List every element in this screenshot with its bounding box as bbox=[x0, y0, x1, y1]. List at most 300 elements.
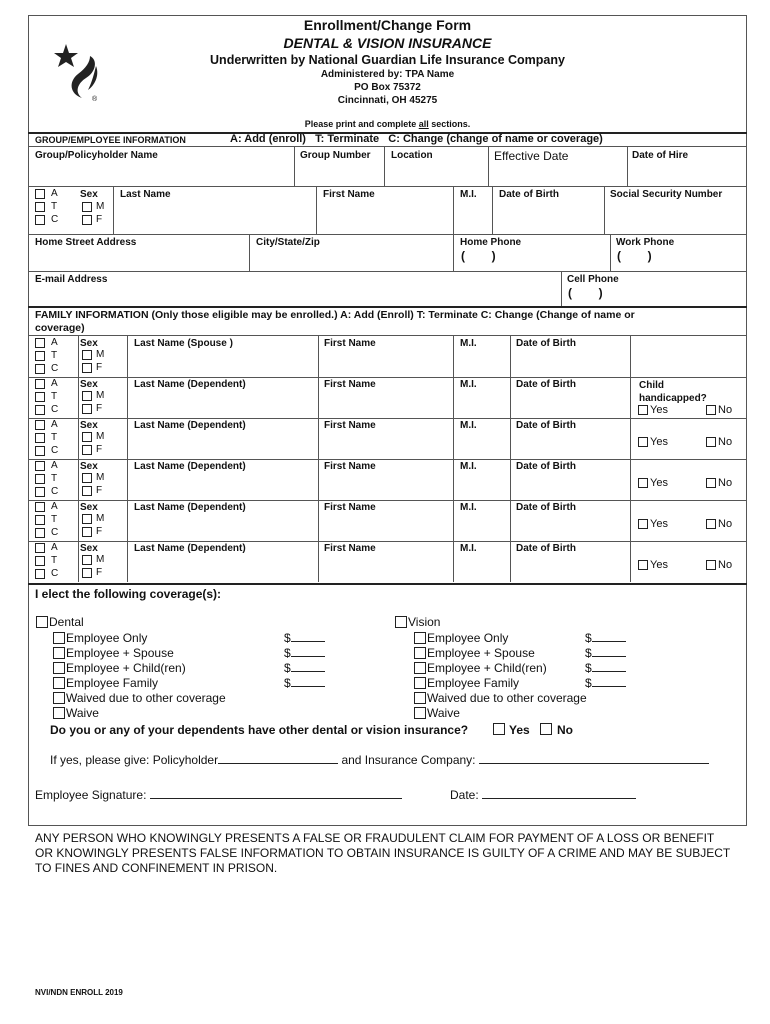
member-dob-label: Date of Birth bbox=[516, 502, 576, 513]
home-phone-field[interactable]: ( ) bbox=[461, 249, 496, 263]
family-section-heading: FAMILY INFORMATION (Only those eligible may be enrolled.) A: Add (Enroll) T: Terminate C: Change (Change of name or bbox=[35, 309, 635, 321]
member-female-label: F bbox=[96, 444, 103, 455]
divider bbox=[630, 459, 631, 500]
divider bbox=[28, 271, 747, 272]
divider bbox=[630, 500, 631, 541]
handicapped-no-label: No bbox=[718, 518, 733, 530]
member-mi-label: M.I. bbox=[460, 338, 477, 349]
employee-male-label: M bbox=[96, 201, 105, 212]
vision-option-label: Waived due to other coverage bbox=[427, 691, 587, 705]
vision-option-label: Employee Family bbox=[427, 676, 520, 690]
divider bbox=[28, 500, 747, 501]
divider bbox=[127, 500, 128, 541]
dental-option-checkbox[interactable] bbox=[53, 632, 65, 644]
signature-line: Employee Signature: bbox=[35, 788, 402, 802]
handicapped-no-label: No bbox=[718, 436, 733, 448]
member-terminate-label: T bbox=[51, 514, 58, 525]
member-terminate-checkbox[interactable] bbox=[35, 556, 45, 566]
member-sex-label: Sex bbox=[80, 461, 98, 472]
effective-date-field[interactable] bbox=[490, 164, 625, 184]
vision-option-checkbox[interactable] bbox=[414, 707, 426, 719]
date-of-hire-field[interactable] bbox=[629, 162, 745, 184]
handicapped-yes-label: Yes bbox=[650, 436, 668, 448]
policyholder-prompt: If yes, please give: Policyholder and Insurance Company: bbox=[50, 753, 709, 767]
divider bbox=[453, 186, 454, 234]
divider bbox=[28, 377, 747, 378]
member-change-checkbox[interactable] bbox=[35, 364, 45, 374]
member-female-checkbox[interactable] bbox=[82, 363, 92, 373]
member-first-name-field[interactable] bbox=[320, 392, 451, 416]
member-change-label: C bbox=[51, 486, 59, 497]
city-state-zip-label: City/State/Zip bbox=[256, 237, 320, 248]
vision-option-checkbox[interactable] bbox=[414, 677, 426, 689]
divider bbox=[127, 541, 128, 582]
member-first-name-label: First Name bbox=[324, 461, 376, 472]
member-terminate-checkbox[interactable] bbox=[35, 515, 45, 525]
member-change-checkbox[interactable] bbox=[35, 528, 45, 538]
divider bbox=[627, 146, 628, 186]
employee-sex-label: Sex bbox=[80, 189, 98, 200]
work-phone-field[interactable]: ( ) bbox=[617, 249, 652, 263]
divider bbox=[113, 186, 114, 234]
employee-dob-label: Date of Birth bbox=[499, 189, 559, 200]
member-male-checkbox[interactable] bbox=[82, 350, 92, 360]
member-add-checkbox[interactable] bbox=[35, 461, 45, 471]
divider bbox=[127, 377, 128, 418]
divider bbox=[78, 377, 79, 418]
employee-mi-label: M.I. bbox=[460, 189, 477, 200]
handicapped-yes-checkbox[interactable] bbox=[638, 478, 648, 488]
member-last-name-field[interactable] bbox=[130, 556, 316, 580]
member-male-label: M bbox=[96, 349, 105, 360]
vision-option-checkbox[interactable] bbox=[414, 692, 426, 704]
member-mi-label: M.I. bbox=[460, 502, 477, 513]
member-first-name-field[interactable] bbox=[320, 474, 451, 498]
member-last-name-label: Last Name (Dependent) bbox=[134, 461, 246, 472]
employee-add-checkbox[interactable] bbox=[35, 189, 45, 199]
divider bbox=[453, 234, 454, 271]
member-mi-field[interactable] bbox=[455, 515, 508, 539]
employee-last-name-field[interactable] bbox=[115, 202, 314, 232]
employee-ssn-label: Social Security Number bbox=[610, 189, 723, 200]
divider bbox=[28, 186, 747, 187]
city-line: Cincinnati, OH 45275 bbox=[337, 95, 438, 106]
dental-premium-field[interactable]: $ bbox=[284, 631, 325, 645]
member-sex-label: Sex bbox=[80, 543, 98, 554]
form-code: NVI/NDN ENROLL 2019 bbox=[35, 988, 123, 997]
member-male-checkbox[interactable] bbox=[82, 391, 92, 401]
member-male-label: M bbox=[96, 431, 105, 442]
employee-add-label: A bbox=[51, 188, 58, 199]
member-mi-label: M.I. bbox=[460, 420, 477, 431]
employee-last-name-label: Last Name bbox=[120, 189, 171, 200]
member-male-label: M bbox=[96, 472, 105, 483]
divider bbox=[78, 459, 79, 500]
divider bbox=[127, 459, 128, 500]
divider bbox=[453, 418, 454, 459]
member-dob-label: Date of Birth bbox=[516, 379, 576, 390]
instruction-line: Please print and complete all sections. bbox=[304, 119, 471, 129]
member-terminate-label: T bbox=[51, 391, 58, 402]
email-field[interactable] bbox=[30, 287, 559, 304]
member-last-name-field[interactable] bbox=[130, 515, 316, 539]
divider bbox=[510, 541, 511, 582]
member-add-label: A bbox=[51, 542, 58, 553]
divider bbox=[78, 500, 79, 541]
other-policyholder-field[interactable] bbox=[218, 763, 338, 764]
member-first-name-label: First Name bbox=[324, 379, 376, 390]
member-mi-field[interactable] bbox=[455, 474, 508, 498]
dental-premium-field[interactable]: $ bbox=[284, 646, 325, 660]
member-first-name-field[interactable] bbox=[320, 433, 451, 457]
member-terminate-label: T bbox=[51, 555, 58, 566]
employee-female-checkbox[interactable] bbox=[82, 215, 92, 225]
member-male-label: M bbox=[96, 390, 105, 401]
member-dob-field[interactable] bbox=[512, 433, 628, 457]
member-mi-label: M.I. bbox=[460, 543, 477, 554]
member-last-name-label: Last Name (Dependent) bbox=[134, 420, 246, 431]
member-first-name-field[interactable] bbox=[320, 556, 451, 580]
dental-option-label: Employee Only bbox=[66, 631, 148, 645]
member-male-checkbox[interactable] bbox=[82, 473, 92, 483]
dental-premium-field[interactable]: $ bbox=[284, 676, 325, 690]
member-first-name-field[interactable] bbox=[320, 351, 451, 375]
member-female-label: F bbox=[96, 362, 103, 373]
member-dob-label: Date of Birth bbox=[516, 461, 576, 472]
member-last-name-field[interactable] bbox=[130, 474, 316, 498]
member-change-label: C bbox=[51, 445, 59, 456]
location-label: Location bbox=[391, 150, 433, 161]
member-last-name-label: Last Name (Spouse ) bbox=[134, 338, 233, 349]
signature-date-field[interactable] bbox=[482, 798, 636, 799]
member-first-name-label: First Name bbox=[324, 543, 376, 554]
divider bbox=[453, 541, 454, 582]
divider bbox=[510, 418, 511, 459]
divider bbox=[453, 377, 454, 418]
member-add-label: A bbox=[51, 501, 58, 512]
work-phone-label: Work Phone bbox=[616, 237, 675, 248]
divider bbox=[28, 541, 747, 542]
divider bbox=[318, 500, 319, 541]
member-add-label: A bbox=[51, 460, 58, 471]
member-female-checkbox[interactable] bbox=[82, 568, 92, 578]
employee-male-checkbox[interactable] bbox=[82, 202, 92, 212]
dental-option-checkbox[interactable] bbox=[53, 692, 65, 704]
vision-option-label: Employee + Child(ren) bbox=[427, 661, 547, 675]
divider bbox=[510, 500, 511, 541]
member-last-name-field[interactable] bbox=[130, 433, 316, 457]
employee-female-label: F bbox=[96, 214, 103, 225]
handicapped-no-checkbox[interactable] bbox=[706, 478, 716, 488]
employee-first-name-field[interactable] bbox=[318, 202, 451, 232]
member-female-checkbox[interactable] bbox=[82, 445, 92, 455]
dental-checkbox[interactable] bbox=[36, 616, 48, 628]
vision-option-checkbox[interactable] bbox=[414, 647, 426, 659]
handicapped-yes-label: Yes bbox=[650, 477, 668, 489]
dental-option-label: Waived due to other coverage bbox=[66, 691, 226, 705]
member-sex-label: Sex bbox=[80, 502, 98, 513]
handicapped-no-label: No bbox=[718, 477, 733, 489]
divider bbox=[510, 377, 511, 418]
employee-ssn-field[interactable] bbox=[606, 202, 745, 232]
member-terminate-label: T bbox=[51, 432, 58, 443]
employee-mi-field[interactable] bbox=[455, 202, 490, 232]
member-last-name-field[interactable] bbox=[130, 351, 316, 375]
child-handicapped-label: Child handicapped? bbox=[639, 380, 707, 404]
divider bbox=[510, 336, 511, 377]
member-mi-label: M.I. bbox=[460, 379, 477, 390]
other-insurance-no-label: No bbox=[557, 723, 573, 737]
member-add-checkbox[interactable] bbox=[35, 379, 45, 389]
member-sex-label: Sex bbox=[80, 338, 98, 349]
other-insurance-no-checkbox[interactable] bbox=[540, 723, 552, 735]
divider bbox=[28, 146, 747, 147]
effective-date-label: Effective Date bbox=[494, 149, 569, 163]
member-add-checkbox[interactable] bbox=[35, 420, 45, 430]
member-change-label: C bbox=[51, 363, 59, 374]
divider bbox=[453, 500, 454, 541]
handicapped-yes-checkbox[interactable] bbox=[638, 519, 648, 529]
handicapped-yes-label: Yes bbox=[650, 518, 668, 530]
member-dob-field[interactable] bbox=[512, 351, 628, 375]
handicapped-no-checkbox[interactable] bbox=[706, 519, 716, 529]
employee-dob-field[interactable] bbox=[494, 202, 602, 232]
divider bbox=[318, 541, 319, 582]
member-change-label: C bbox=[51, 568, 59, 579]
divider bbox=[630, 418, 631, 459]
member-first-name-label: First Name bbox=[324, 338, 376, 349]
divider bbox=[318, 459, 319, 500]
divider bbox=[384, 146, 385, 186]
other-insurance-yes-checkbox[interactable] bbox=[493, 723, 505, 735]
member-change-checkbox[interactable] bbox=[35, 569, 45, 579]
member-sex-label: Sex bbox=[80, 420, 98, 431]
member-terminate-label: T bbox=[51, 350, 58, 361]
handicapped-no-label: No bbox=[718, 559, 733, 571]
pobox-line: PO Box 75372 bbox=[354, 82, 421, 93]
employee-signature-field[interactable] bbox=[150, 798, 402, 799]
group-action-codes: A: Add (enroll) T: Terminate C: Change (change of name or coverage) bbox=[230, 133, 603, 145]
member-add-label: A bbox=[51, 337, 58, 348]
member-female-label: F bbox=[96, 485, 103, 496]
date-of-hire-label: Date of Hire bbox=[632, 150, 689, 161]
divider bbox=[453, 336, 454, 377]
employee-terminate-label: T bbox=[51, 201, 58, 212]
member-dob-field[interactable] bbox=[512, 392, 628, 416]
member-last-name-label: Last Name (Dependent) bbox=[134, 379, 246, 390]
fraud-warning: ANY PERSON WHO KNOWINGLY PRESENTS A FALSE OR FRAUDULENT CLAIM FOR PAYMENT OF A LOSS OR BENEFIT OR KNOWINGLY PRESENTS FALSE INFORMATION TO OBTAIN INSURANCE IS GUILTY OF A CRIME AND MAY BE SUBJECT TO FINES AND CONFINEMENT IN PRISON. bbox=[35, 831, 731, 875]
handicapped-yes-checkbox[interactable] bbox=[638, 405, 648, 415]
cell-phone-field[interactable]: ( ) bbox=[568, 286, 603, 300]
member-terminate-label: T bbox=[51, 473, 58, 484]
member-female-label: F bbox=[96, 403, 103, 414]
dental-option-checkbox[interactable] bbox=[53, 662, 65, 674]
divider bbox=[453, 459, 454, 500]
member-first-name-label: First Name bbox=[324, 420, 376, 431]
handicapped-no-checkbox[interactable] bbox=[706, 437, 716, 447]
group-section-heading: GROUP/EMPLOYEE INFORMATION bbox=[35, 135, 186, 145]
divider bbox=[318, 336, 319, 377]
member-change-checkbox[interactable] bbox=[35, 487, 45, 497]
employee-change-label: C bbox=[51, 214, 59, 225]
divider bbox=[604, 186, 605, 234]
member-last-name-label: Last Name (Dependent) bbox=[134, 502, 246, 513]
divider bbox=[28, 335, 747, 336]
member-add-label: A bbox=[51, 419, 58, 430]
dental-option-label: Employee + Child(ren) bbox=[66, 661, 186, 675]
member-change-label: C bbox=[51, 527, 59, 538]
dental-option-checkbox[interactable] bbox=[53, 677, 65, 689]
divider bbox=[316, 186, 317, 234]
employee-first-name-label: First Name bbox=[323, 189, 375, 200]
member-terminate-checkbox[interactable] bbox=[35, 474, 45, 484]
handicapped-yes-checkbox[interactable] bbox=[638, 437, 648, 447]
divider bbox=[510, 459, 511, 500]
member-mi-field[interactable] bbox=[455, 433, 508, 457]
dental-option-label: Employee + Spouse bbox=[66, 646, 174, 660]
handicapped-no-checkbox[interactable] bbox=[706, 405, 716, 415]
policyholder-name-label: Group/Policyholder Name bbox=[35, 150, 158, 161]
vision-premium-field[interactable]: $ bbox=[585, 676, 626, 690]
divider bbox=[294, 146, 295, 186]
divider bbox=[28, 234, 747, 235]
member-female-checkbox[interactable] bbox=[82, 404, 92, 414]
member-male-checkbox[interactable] bbox=[82, 514, 92, 524]
member-add-checkbox[interactable] bbox=[35, 338, 45, 348]
handicapped-no-checkbox[interactable] bbox=[706, 560, 716, 570]
member-dob-label: Date of Birth bbox=[516, 543, 576, 554]
member-first-name-label: First Name bbox=[324, 502, 376, 513]
divider bbox=[78, 541, 79, 582]
member-dob-label: Date of Birth bbox=[516, 338, 576, 349]
member-terminate-checkbox[interactable] bbox=[35, 433, 45, 443]
vision-option-label: Waive bbox=[427, 706, 460, 720]
divider bbox=[127, 336, 128, 377]
employee-change-checkbox[interactable] bbox=[35, 215, 45, 225]
member-male-checkbox[interactable] bbox=[82, 432, 92, 442]
policyholder-name-field[interactable] bbox=[30, 162, 292, 184]
handicapped-yes-label: Yes bbox=[650, 404, 668, 416]
dental-option-checkbox[interactable] bbox=[53, 707, 65, 719]
member-female-label: F bbox=[96, 567, 103, 578]
member-male-label: M bbox=[96, 513, 105, 524]
member-male-checkbox[interactable] bbox=[82, 555, 92, 565]
divider bbox=[28, 459, 747, 460]
member-add-label: A bbox=[51, 378, 58, 389]
member-mi-field[interactable] bbox=[455, 351, 508, 375]
other-insurance-company-field[interactable] bbox=[479, 763, 709, 764]
member-dob-field[interactable] bbox=[512, 556, 628, 580]
vision-premium-field[interactable]: $ bbox=[585, 631, 626, 645]
member-mi-field[interactable] bbox=[455, 392, 508, 416]
coverage-heading: I elect the following coverage(s): bbox=[35, 587, 222, 601]
member-dob-field[interactable] bbox=[512, 515, 628, 539]
divider bbox=[488, 146, 489, 186]
home-phone-label: Home Phone bbox=[460, 237, 522, 248]
member-terminate-checkbox[interactable] bbox=[35, 392, 45, 402]
member-terminate-checkbox[interactable] bbox=[35, 351, 45, 361]
vision-option-checkbox[interactable] bbox=[414, 662, 426, 674]
divider bbox=[630, 336, 631, 377]
vision-option-checkbox[interactable] bbox=[414, 632, 426, 644]
member-change-label: C bbox=[51, 404, 59, 415]
divider bbox=[630, 377, 631, 418]
member-female-checkbox[interactable] bbox=[82, 527, 92, 537]
member-add-checkbox[interactable] bbox=[35, 502, 45, 512]
vision-label: Vision bbox=[408, 615, 441, 629]
administrator-line: Administered by: TPA Name bbox=[320, 69, 455, 80]
email-label: E-mail Address bbox=[35, 274, 108, 285]
divider bbox=[78, 418, 79, 459]
member-change-checkbox[interactable] bbox=[35, 405, 45, 415]
group-number-label: Group Number bbox=[300, 150, 371, 161]
member-first-name-field[interactable] bbox=[320, 515, 451, 539]
dental-option-label: Waive bbox=[66, 706, 99, 720]
member-change-checkbox[interactable] bbox=[35, 446, 45, 456]
member-sex-label: Sex bbox=[80, 379, 98, 390]
member-last-name-label: Last Name (Dependent) bbox=[134, 543, 246, 554]
divider bbox=[28, 306, 747, 308]
divider bbox=[630, 541, 631, 582]
group-number-field[interactable] bbox=[296, 162, 382, 184]
underwriter-line: Underwritten by National Guardian Life Insurance Company bbox=[210, 53, 565, 67]
member-mi-label: M.I. bbox=[460, 461, 477, 472]
dental-option-checkbox[interactable] bbox=[53, 647, 65, 659]
handicapped-no-label: No bbox=[718, 404, 733, 416]
member-female-label: F bbox=[96, 526, 103, 537]
dental-option-label: Employee Family bbox=[66, 676, 159, 690]
member-dob-label: Date of Birth bbox=[516, 420, 576, 431]
other-insurance-yes-label: Yes bbox=[509, 723, 530, 737]
divider bbox=[28, 583, 747, 585]
date-line: Date: bbox=[450, 788, 636, 802]
cell-phone-label: Cell Phone bbox=[567, 274, 619, 285]
handicapped-yes-label: Yes bbox=[650, 559, 668, 571]
divider bbox=[610, 234, 611, 271]
vision-premium-field[interactable]: $ bbox=[585, 646, 626, 660]
divider bbox=[561, 271, 562, 306]
divider bbox=[78, 336, 79, 377]
location-field[interactable] bbox=[386, 162, 486, 184]
other-insurance-question: Do you or any of your dependents have other dental or vision insurance? bbox=[50, 723, 469, 737]
dental-premium-field[interactable]: $ bbox=[284, 661, 325, 675]
divider bbox=[28, 418, 747, 419]
member-last-name-field[interactable] bbox=[130, 392, 316, 416]
street-address-field[interactable] bbox=[30, 250, 247, 269]
vision-checkbox[interactable] bbox=[395, 616, 407, 628]
vision-option-label: Employee Only bbox=[427, 631, 509, 645]
city-state-zip-field[interactable] bbox=[251, 250, 451, 269]
divider bbox=[492, 186, 493, 234]
family-section-heading-cont: coverage) bbox=[35, 322, 85, 334]
divider bbox=[318, 418, 319, 459]
logo-registered-mark: ® bbox=[92, 96, 98, 103]
vision-premium-field[interactable]: $ bbox=[585, 661, 626, 675]
divider bbox=[249, 234, 250, 271]
dental-label: Dental bbox=[49, 615, 84, 629]
divider bbox=[127, 418, 128, 459]
member-dob-field[interactable] bbox=[512, 474, 628, 498]
vision-option-label: Employee + Spouse bbox=[427, 646, 535, 660]
member-mi-field[interactable] bbox=[455, 556, 508, 580]
member-add-checkbox[interactable] bbox=[35, 543, 45, 553]
employee-terminate-checkbox[interactable] bbox=[35, 202, 45, 212]
handicapped-yes-checkbox[interactable] bbox=[638, 560, 648, 570]
member-female-checkbox[interactable] bbox=[82, 486, 92, 496]
member-male-label: M bbox=[96, 554, 105, 565]
divider bbox=[318, 377, 319, 418]
form-title: Enrollment/Change Form bbox=[303, 17, 472, 33]
